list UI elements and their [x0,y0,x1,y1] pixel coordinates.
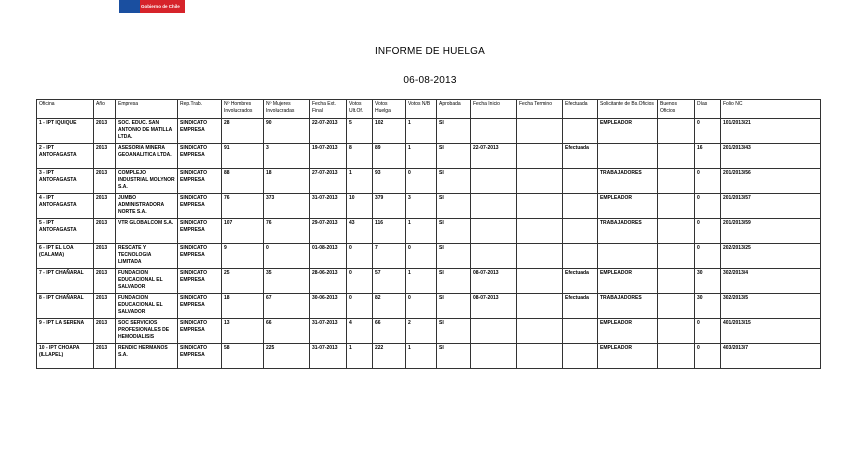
table-cell: 0 [695,119,721,144]
table-cell: 10 - IPT CHOAPA (ILLAPEL) [37,344,94,369]
table-cell: EMPLEADOR [598,344,658,369]
table-cell: 0 [347,244,373,269]
column-header: Fecha Termino [517,100,563,119]
table-cell [517,144,563,169]
table-cell [471,119,517,144]
table-cell: 91 [222,144,264,169]
table-cell: 0 [406,294,437,319]
table-cell: TRABAJADORES [598,294,658,319]
table-cell: SI [437,144,471,169]
table-cell: 35 [264,269,310,294]
table-cell: 57 [373,269,406,294]
table-cell: 2 [406,319,437,344]
table-cell: 1 [406,344,437,369]
table-cell: Efectuada [563,294,598,319]
column-header: Votos Ult.Of. [347,100,373,119]
table-cell: 5 [347,119,373,144]
table-cell: 29-07-2013 [310,219,347,244]
table-cell: SI [437,119,471,144]
column-header: Buenos Oficios [658,100,695,119]
table-cell: 0 [406,169,437,194]
table-cell: 93 [373,169,406,194]
table-cell: 1 [347,169,373,194]
table-cell: 9 - IPT LA SERENA [37,319,94,344]
table-cell: 67 [264,294,310,319]
table-cell: SI [437,194,471,219]
column-header: Nº Mujeres Involucradas [264,100,310,119]
table-cell [517,244,563,269]
table-cell: 2013 [94,319,116,344]
table-cell: 1 - IPT IQUIQUE [37,119,94,144]
table-cell: 08-07-2013 [471,294,517,319]
table-cell: 201/2013/56 [721,169,821,194]
table-cell: 43 [347,219,373,244]
column-header: Nº Hombres Involucrados [222,100,264,119]
table-cell: RENDIC HERMANOS S.A. [116,344,178,369]
table-cell [563,194,598,219]
table-cell [563,169,598,194]
table-cell [563,219,598,244]
table-cell: FUNDACION EDUCACIONAL EL SALVADOR [116,294,178,319]
table-cell: SINDICATO EMPRESA [178,169,222,194]
table-cell: 403/2013/7 [721,344,821,369]
table-cell [563,319,598,344]
table-cell: 31-07-2013 [310,344,347,369]
table-cell [598,244,658,269]
table-cell [658,269,695,294]
table-cell: 0 [695,344,721,369]
column-header: Oficina [37,100,94,119]
table-cell: 2013 [94,244,116,269]
table-cell: 201/2013/43 [721,144,821,169]
table-cell: 2013 [94,344,116,369]
table-cell: EMPLEADOR [598,194,658,219]
table-cell [658,219,695,244]
table-cell: 0 [695,194,721,219]
table-row [37,294,821,319]
table-cell: SI [437,294,471,319]
table-cell: ASESORIA MINERA GEOANALITICA LTDA. [116,144,178,169]
table-cell [563,344,598,369]
table-cell: SINDICATO EMPRESA [178,244,222,269]
table-cell: 90 [264,119,310,144]
table-cell: Efectuada [563,144,598,169]
table-cell: SINDICATO EMPRESA [178,219,222,244]
column-header: Año [94,100,116,119]
table-cell: 8 [347,144,373,169]
table-header-row [37,100,821,119]
table-cell: RESCATE Y TECNOLOGIA LIMITADA [116,244,178,269]
table-cell: 2013 [94,144,116,169]
table-cell [517,319,563,344]
table-cell: SINDICATO EMPRESA [178,344,222,369]
table-cell [658,119,695,144]
table-cell [658,194,695,219]
table-row [37,244,821,269]
table-row [37,169,821,194]
table-cell [471,169,517,194]
table-cell: 107 [222,219,264,244]
table-cell [658,144,695,169]
table-cell: 22-07-2013 [471,144,517,169]
table-cell: 82 [373,294,406,319]
table-cell: 31-07-2013 [310,194,347,219]
table-cell: 4 - IPT ANTOFAGASTA [37,194,94,219]
table-cell: 201/2013/57 [721,194,821,219]
table-cell: SINDICATO EMPRESA [178,194,222,219]
table-cell: 1 [406,219,437,244]
table-cell: 30-06-2013 [310,294,347,319]
table-cell: SOC SERVICIOS PROFESIONALES DE HEMODIALISIS [116,319,178,344]
table-cell: 0 [264,244,310,269]
table-cell: SINDICATO EMPRESA [178,144,222,169]
table-cell: SI [437,269,471,294]
table-cell: 3 [406,194,437,219]
table-cell [517,344,563,369]
table-cell [563,244,598,269]
column-header: Empresa [116,100,178,119]
table-cell: SI [437,169,471,194]
column-header: Votos N/B [406,100,437,119]
table-cell: 401/2013/15 [721,319,821,344]
table-cell: 88 [222,169,264,194]
logo-blue-block [119,0,140,13]
column-header: Aprobada [437,100,471,119]
column-header: Rep.Trab. [178,100,222,119]
column-header: Votos Huelga [373,100,406,119]
column-header: Fecha Ext. Final [310,100,347,119]
table-cell: 58 [222,344,264,369]
table-cell [658,319,695,344]
table-row [37,269,821,294]
table-cell: 7 [373,244,406,269]
table-cell: Efectuada [563,269,598,294]
table-cell: 1 [406,119,437,144]
table-cell: 5 - IPT ANTOFAGASTA [37,219,94,244]
column-header: Fecha Inicio [471,100,517,119]
table-cell: 19-07-2013 [310,144,347,169]
table-cell: 89 [373,144,406,169]
table-cell: 0 [695,219,721,244]
report-title: INFORME DE HUELGA [374,46,486,57]
column-header: Solicitante de Bs.Oficios [598,100,658,119]
table-cell: 7 - IPT CHAÑARAL [37,269,94,294]
table-cell: SINDICATO EMPRESA [178,119,222,144]
table-cell: EMPLEADOR [598,319,658,344]
table-cell: 201/2013/59 [721,219,821,244]
table-cell: 01-08-2013 [310,244,347,269]
table-cell: 30 [695,269,721,294]
table-row [37,219,821,244]
table-cell: 202/2013/25 [721,244,821,269]
table-cell: 2013 [94,194,116,219]
table-cell: TRABAJADORES [598,169,658,194]
table-cell: 18 [264,169,310,194]
table-row [37,119,821,144]
table-cell [471,219,517,244]
table-cell: SOC. EDUC. SAN ANTONIO DE MATILLA LTDA. [116,119,178,144]
table-cell: EMPLEADOR [598,119,658,144]
table-cell: 08-07-2013 [471,269,517,294]
table-cell: 16 [695,144,721,169]
table-cell: 1 [406,269,437,294]
table-cell: SI [437,344,471,369]
table-cell: FUNDACION EDUCACIONAL EL SALVADOR [116,269,178,294]
table-cell [658,294,695,319]
table-cell [471,194,517,219]
table-cell: 66 [264,319,310,344]
table-cell: 1 [347,344,373,369]
table-cell: 2 - IPT ANTOFAGASTA [37,144,94,169]
table-cell: 31-07-2013 [310,319,347,344]
table-cell [517,294,563,319]
table-cell [471,244,517,269]
table-cell: SI [437,319,471,344]
table-row [37,194,821,219]
logo-text: Gobierno de Chile [141,4,180,9]
table-cell: 2013 [94,219,116,244]
table-cell: VTR GLOBALCOM S.A. [116,219,178,244]
table-cell: 8 - IPT CHAÑARAL [37,294,94,319]
table-cell: 27-07-2013 [310,169,347,194]
table-cell: 0 [695,319,721,344]
table-cell: 0 [347,269,373,294]
table-cell: 2013 [94,119,116,144]
table-cell [471,344,517,369]
table-cell: 116 [373,219,406,244]
table-cell: 28 [222,119,264,144]
table-cell: 379 [373,194,406,219]
table-cell: 3 [264,144,310,169]
table-row [37,344,821,369]
table-cell: EMPLEADOR [598,269,658,294]
table-cell: 2013 [94,269,116,294]
table-cell: SINDICATO EMPRESA [178,294,222,319]
table-cell: 0 [406,244,437,269]
gobierno-logo [119,0,185,13]
table-cell: 0 [695,244,721,269]
table-cell: 13 [222,319,264,344]
table-cell: JUMBO ADMINISTRADORA NORTE S.A. [116,194,178,219]
table-cell: 22-07-2013 [310,119,347,144]
table-cell: 9 [222,244,264,269]
table-cell: SINDICATO EMPRESA [178,269,222,294]
table-cell: 10 [347,194,373,219]
table-cell [658,169,695,194]
table-cell [517,269,563,294]
table-cell: 225 [264,344,310,369]
table-cell: SINDICATO EMPRESA [178,319,222,344]
table-cell: 2013 [94,169,116,194]
table-cell [658,344,695,369]
table-cell: 76 [222,194,264,219]
table-cell: 76 [264,219,310,244]
table-cell [517,194,563,219]
table-cell: 28-06-2013 [310,269,347,294]
table-cell [563,119,598,144]
table-cell: 222 [373,344,406,369]
table-cell: 102 [373,119,406,144]
column-header: Efectuada [563,100,598,119]
table-cell: COMPLEJO INDUSTRIAL MOLYNOR S.A. [116,169,178,194]
table-row [37,319,821,344]
report-date: 06-08-2013 [403,75,457,86]
table-cell: SI [437,219,471,244]
table-cell: 18 [222,294,264,319]
table-cell [658,244,695,269]
table-cell [598,144,658,169]
strike-report-table [36,99,821,369]
table-cell: 0 [695,169,721,194]
table-cell: 302/2013/4 [721,269,821,294]
table-cell: 373 [264,194,310,219]
table-cell: 302/2013/5 [721,294,821,319]
table-cell: 30 [695,294,721,319]
table-row [37,144,821,169]
table-cell: 3 - IPT ANTOFAGASTA [37,169,94,194]
table-cell [517,169,563,194]
table-cell: SI [437,244,471,269]
table-cell: 2013 [94,294,116,319]
table-cell [471,319,517,344]
table-cell: 4 [347,319,373,344]
table-cell [517,119,563,144]
table-cell: 1 [406,144,437,169]
table-cell: 0 [347,294,373,319]
column-header: Folio NC [721,100,821,119]
table-cell: 101/2013/21 [721,119,821,144]
table-body [37,119,821,369]
column-header: Días [695,100,721,119]
table-cell: TRABAJADORES [598,219,658,244]
table-cell: 25 [222,269,264,294]
table-cell: 66 [373,319,406,344]
table-cell [517,219,563,244]
table-cell: 6 - IPT EL LOA (CALAMA) [37,244,94,269]
